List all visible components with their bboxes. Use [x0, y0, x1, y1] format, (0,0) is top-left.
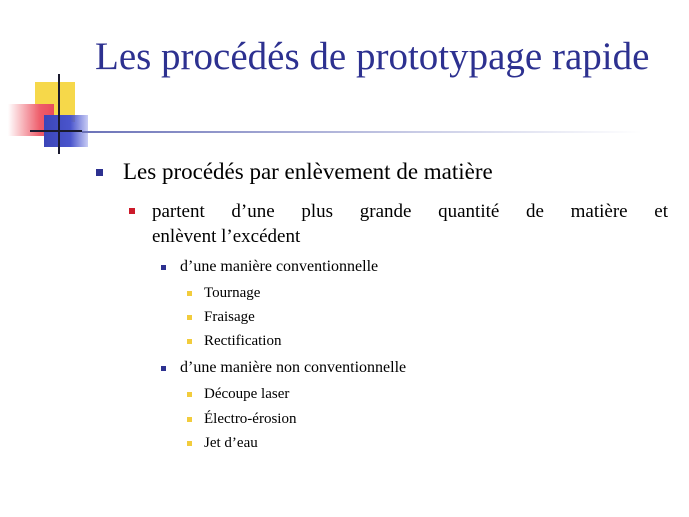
square-bullet-icon [161, 366, 166, 371]
list-item [204, 331, 281, 351]
square-bullet-icon [129, 208, 135, 214]
decorative-logo [0, 0, 110, 160]
list-item [204, 433, 258, 453]
square-bullet-icon [187, 417, 192, 422]
square-bullet-icon [187, 441, 192, 446]
list-item [204, 307, 255, 327]
list-item-text: Tournage [204, 285, 261, 301]
title-underline [82, 131, 642, 133]
bullet-conventional-text: d’une manière conventionnelle [180, 258, 379, 275]
bullet-level2-text-line2: enlèvent l’excédent [152, 226, 301, 247]
bullet-level2 [152, 199, 668, 249]
square-bullet-icon [187, 339, 192, 344]
logo-horizontal-line [30, 130, 82, 132]
bullet-non-conventional-text: d’une manière non conventionnelle [180, 359, 407, 376]
list-item-text: Fraisage [204, 309, 255, 325]
logo-vertical-line [58, 74, 60, 154]
bullet-level2-text-line1: partent d’une plus grande quantité de matière et [152, 201, 668, 222]
bullet-conventional [180, 256, 378, 278]
list-item [204, 384, 289, 404]
slide-title: Les procédés de prototypage rapide [95, 35, 650, 78]
bullet-non-conventional [180, 357, 406, 379]
square-bullet-icon [96, 169, 103, 176]
bullet-level1 [123, 157, 493, 187]
list-item-text: Électro-érosion [204, 411, 297, 427]
square-bullet-icon [161, 265, 166, 270]
square-bullet-icon [187, 291, 192, 296]
square-bullet-icon [187, 392, 192, 397]
list-item-text: Rectification [204, 333, 282, 349]
list-item-text: Jet d’eau [204, 435, 258, 451]
square-bullet-icon [187, 315, 192, 320]
list-item-text: Découpe laser [204, 386, 290, 402]
list-item [204, 409, 296, 429]
list-item [204, 283, 260, 303]
bullet-level1-text: Les procédés par enlèvement de matière [123, 159, 493, 184]
